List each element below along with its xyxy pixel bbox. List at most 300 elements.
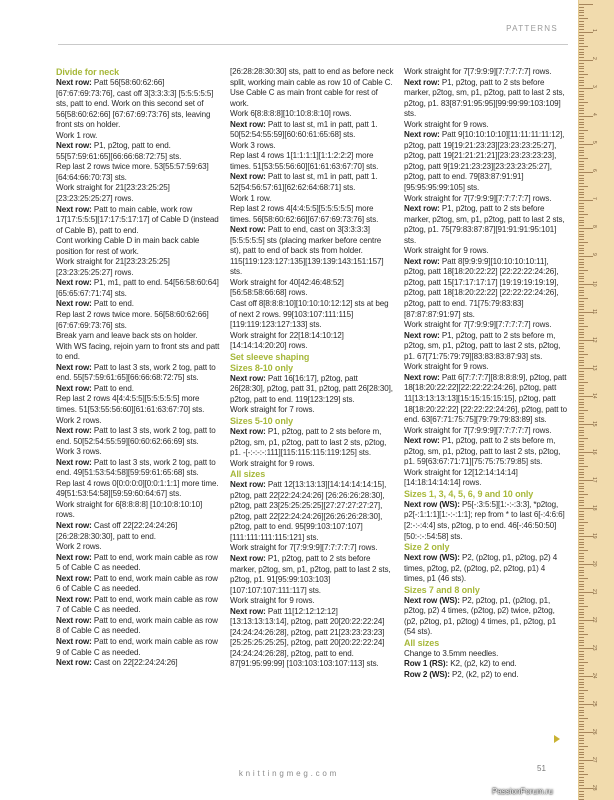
- row-label: Next row:: [230, 119, 266, 129]
- ruler-tick: [579, 726, 584, 727]
- ruler-tick: [579, 581, 584, 582]
- ruler-tick: [579, 780, 584, 781]
- row-label: Next row:: [56, 204, 92, 214]
- row-label: Next row:: [404, 204, 440, 214]
- row-label: Next row:: [230, 225, 266, 235]
- instruction-paragraph: [56, 342, 220, 363]
- ruler-tick: [579, 186, 588, 187]
- ruler-tick: [579, 404, 584, 405]
- ruler-tick: [579, 217, 584, 218]
- ruler-tick: [579, 603, 584, 604]
- instruction-text: Work straight for 12[12:14:14:14] [14:18:14:14:14] rows.: [404, 467, 518, 488]
- instruction-text: Work 2 rows.: [56, 542, 102, 552]
- ruler-tick: [579, 570, 584, 571]
- instruction-paragraph: [404, 120, 568, 131]
- instruction-text: Work 1 row.: [230, 193, 272, 203]
- ruler-tick: [579, 791, 584, 792]
- row-label: Next row:: [404, 372, 440, 382]
- instruction-text: Patt to end, work main cable as row 8 of Cable C as needed.: [56, 615, 218, 636]
- continue-arrow-icon: [554, 735, 560, 743]
- ruler-tick: [579, 158, 588, 159]
- instruction-paragraph: [56, 616, 220, 637]
- ruler-tick: [579, 670, 584, 671]
- ruler-tick: [579, 729, 584, 730]
- ruler-number: 3: [591, 85, 597, 88]
- instruction-text: Patt to end.: [91, 383, 134, 393]
- ruler-tick: [579, 673, 584, 674]
- ruler-tick: [579, 617, 584, 618]
- instruction-paragraph: [404, 362, 568, 373]
- ruler-tick: [579, 528, 584, 529]
- ruler-tick: [579, 483, 584, 484]
- instruction-paragraph: [56, 257, 220, 278]
- instruction-paragraph: [56, 658, 220, 669]
- ruler-tick: [579, 441, 584, 442]
- ruler-tick: [579, 631, 584, 632]
- instruction-paragraph: [404, 78, 568, 120]
- ruler-tick: [579, 46, 588, 47]
- instruction-paragraph: [230, 109, 394, 120]
- ruler-tick: [579, 542, 584, 543]
- instruction-text: With WS facing, rejoin yarn to front sts and patt to end.: [56, 341, 220, 362]
- ruler-number: 11: [591, 309, 597, 315]
- ruler-tick: [579, 264, 584, 265]
- instruction-paragraph: [404, 257, 568, 320]
- instruction-text: Rep last 4 rows 0[0:0:0:0][0:0:1:1:1] more time. 49[51:53:54:58][59:59:60:64:67] sts.: [56, 478, 219, 499]
- ruler-tick: [579, 724, 584, 725]
- ruler-tick: [579, 326, 588, 327]
- section-heading: All sizes: [404, 637, 440, 648]
- instruction-paragraph: [230, 427, 394, 459]
- row-label: Next row:: [56, 573, 92, 583]
- ruler-tick: [579, 147, 584, 148]
- row-label: Next row:: [56, 520, 92, 530]
- instruction-paragraph: [56, 78, 220, 131]
- ruler-tick: [579, 393, 584, 394]
- instruction-text: Work straight for 7[7:9:9:9][7:7:7:7:7] rows.: [404, 67, 552, 76]
- instruction-text: P1, p2tog, patt to end. 55[57:59:61:65][66:66:68:72:75] sts.: [56, 141, 182, 161]
- ruler-tick: [579, 735, 584, 736]
- ruler-tick: [579, 113, 584, 114]
- ruler-tick: [579, 18, 588, 19]
- ruler-tick: [579, 491, 584, 492]
- instruction-text: Work straight for 9 rows.: [230, 458, 315, 468]
- ruler-tick: [579, 102, 588, 103]
- ruler-tick: [579, 572, 584, 573]
- ruler-number: 27: [591, 757, 597, 763]
- ruler-tick: [579, 63, 584, 64]
- ruler-tick: [579, 385, 584, 386]
- ruler-number: 18: [591, 505, 597, 511]
- ruler-tick: [579, 766, 584, 767]
- ruler-tick: [579, 40, 584, 41]
- instruction-paragraph: [404, 500, 568, 542]
- ruler-tick: [579, 80, 584, 81]
- instruction-text: P1, p2tog, patt to 2 sts before m, p2tog, sm, p1, p2tog, patt to last 2 sts, p2tog, p1. 67[71:75:79:79][83:83:83:87:93] sts.: [404, 330, 561, 361]
- instruction-paragraph: [230, 204, 394, 225]
- ruler-tick: [579, 614, 584, 615]
- ruler-number: 15: [591, 421, 597, 427]
- row-label: Next row:: [404, 256, 440, 266]
- instruction-paragraph: [230, 405, 394, 416]
- ruler-tick: [579, 54, 584, 55]
- ruler-tick: [579, 144, 593, 145]
- instruction-paragraph: [404, 320, 568, 331]
- instruction-text: K2, (p2, k2) to end.: [448, 659, 517, 669]
- row-label: Next row:: [56, 552, 92, 562]
- ruler-tick: [579, 214, 588, 215]
- ruler-tick: [579, 357, 584, 358]
- ruler-tick: [579, 721, 584, 722]
- ruler-tick: [579, 469, 584, 470]
- ruler-tick: [579, 222, 584, 223]
- ruler-tick: [579, 183, 584, 184]
- instruction-text: Patt to end, work main cable as row 6 of Cable C as needed.: [56, 573, 218, 594]
- ruler-tick: [579, 637, 584, 638]
- column-2: [230, 67, 394, 681]
- instruction-text: Work straight for 7[7:9:9:9][7:7:7:7:7] rows.: [404, 193, 552, 203]
- instruction-text: Patt to end, cast on 3[3:3:3:3] [5:5:5:5:5] sts (placing marker before centre st), patt to end of back sts from holder.: [230, 225, 382, 256]
- instruction-text: P2, p2tog, p1, (p2tog, p1, p2tog, p2) 4 times, (p2tog, p2) twice, p2tog, (p2, p2tog, p1, p2tog) 4 times, p1, p2tog, p1 (54 sts).: [404, 595, 557, 637]
- instruction-text: Work straight for 7[7:9:9:9][7:7:7:7:7] rows.: [404, 320, 552, 330]
- ruler-tick: [579, 550, 588, 551]
- ruler-tick: [579, 710, 584, 711]
- ruler-tick: [579, 273, 584, 274]
- ruler-tick: [579, 108, 584, 109]
- instruction-paragraph: [56, 416, 220, 427]
- page-number: 51: [537, 764, 546, 773]
- ruler-tick: [579, 575, 584, 576]
- ruler-tick: [579, 189, 584, 190]
- ruler-tick: [579, 556, 584, 557]
- ruler-tick: [579, 665, 584, 666]
- instruction-text: Work straight for 7[7:9:9:9][7:7:7:7:7] rows.: [230, 543, 378, 553]
- ruler-tick: [579, 178, 584, 179]
- instruction-paragraph: [230, 141, 394, 152]
- instruction-paragraph: [404, 596, 568, 638]
- ruler-tick: [579, 712, 584, 713]
- ruler-tick: [579, 60, 593, 61]
- ruler-tick: [579, 785, 584, 786]
- ruler-tick: [579, 497, 584, 498]
- ruler-tick: [579, 371, 584, 372]
- ruler-tick: [579, 656, 584, 657]
- row-label: Next row:: [404, 436, 440, 446]
- ruler-tick: [579, 558, 584, 559]
- row-label: Next row:: [56, 78, 92, 87]
- instruction-text: Rep last 4 rows 1[1:1:1:1][1:1:2:2:2] more times. 51[53:55:56:60][61:61:63:67:70] sts.: [230, 151, 379, 171]
- instruction-paragraph: [56, 479, 220, 500]
- ruler-tick: [579, 715, 584, 716]
- row-label: Next row:: [56, 457, 92, 467]
- instruction-paragraph: [56, 637, 220, 658]
- ruler-tick: [579, 29, 584, 30]
- ruler-tick: [579, 432, 584, 433]
- instruction-text: Work straight for 9 rows.: [404, 119, 489, 129]
- instruction-paragraph: [404, 246, 568, 257]
- ruler-tick: [579, 276, 584, 277]
- ruler-tick: [579, 52, 584, 53]
- ruler-tick: [579, 430, 584, 431]
- ruler-tick: [579, 253, 584, 254]
- ruler-tick: [579, 85, 584, 86]
- ruler-tick: [579, 362, 584, 363]
- instruction-paragraph: [230, 151, 394, 172]
- row-label: Next row:: [230, 426, 266, 436]
- instruction-text: Cont working Cable D in main back cable position for rest of work.: [56, 236, 200, 256]
- ruler-tick: [579, 500, 584, 501]
- ruler-tick: [579, 124, 584, 125]
- row-label: Row 2 (WS):: [404, 669, 450, 679]
- instruction-paragraph: [404, 331, 568, 363]
- instruction-paragraph: [230, 299, 394, 331]
- ruler-tick: [579, 203, 584, 204]
- ruler-tick: [579, 654, 584, 655]
- instruction-paragraph: [404, 468, 568, 489]
- instruction-text: Patt 16[16:17], p2tog, patt 26[28:30], p2tog, patt 31, p2tog, patt 26[28:30], p2tog, patt to end. 119[123:129] sts.: [230, 373, 393, 404]
- instruction-text: Patt to main cable, work row 17[17:5:5:5][17:17:5:17:17] of Cable D (instead of Cable B), patt to end.: [56, 204, 219, 235]
- instruction-text: Patt to end.: [91, 299, 134, 309]
- ruler-tick: [579, 623, 584, 624]
- instruction-paragraph: [404, 67, 568, 78]
- instruction-text: Patt 56[58:60:62:66] [67:67:69:73:76], cast off 3[3:3:3:3] [5:5:5:5:5] sts, patt to end. Work on this second set of 56[58:60:62:66] [67:67:69:73:76] sts, leaving front sts on holder.: [56, 78, 214, 130]
- ruler-tick: [579, 24, 584, 25]
- ruler-number: 2: [591, 57, 597, 60]
- instruction-text: P1, p2tog, patt to 2 sts before m, p2tog, sm, p1, p2tog, patt to last 2 sts, p2tog, p1. -[-:-:-:-:111][115:115:115:119:125] sts.: [230, 426, 387, 458]
- instruction-text: Work 3 rows.: [56, 447, 102, 457]
- ruler-tick: [579, 161, 584, 162]
- ruler-tick: [579, 455, 584, 456]
- ruler-tick: [579, 516, 584, 517]
- instruction-paragraph: [230, 194, 394, 205]
- instruction-paragraph: [56, 236, 220, 257]
- ruler-tick: [579, 242, 588, 243]
- row-label: Next row (WS):: [404, 595, 460, 605]
- ruler-tick: [579, 32, 593, 33]
- ruler-tick: [579, 105, 584, 106]
- ruler-tick: [579, 68, 584, 69]
- ruler-tick: [579, 472, 584, 473]
- instruction-paragraph: [404, 204, 568, 246]
- ruler-tick: [579, 315, 584, 316]
- ruler-tick: [579, 413, 584, 414]
- ruler-tick: [579, 743, 584, 744]
- ruler-number: 19: [591, 533, 597, 539]
- ruler-tick: [579, 533, 584, 534]
- ruler-tick: [579, 141, 584, 142]
- ruler-tick: [579, 334, 584, 335]
- ruler-tick: [579, 21, 584, 22]
- instruction-text: Rep last 2 rows 4[4:4:5:5][5:5:5:5:5] more times. 51[53:55:56:60][61:61:63:67:70] sts.: [56, 394, 205, 414]
- ruler-tick: [579, 320, 584, 321]
- ruler-tick: [579, 693, 584, 694]
- ruler-tick: [579, 746, 588, 747]
- ruler-tick: [579, 295, 584, 296]
- ruler-tick: [579, 192, 584, 193]
- ruler-tick: [579, 220, 584, 221]
- instruction-text: Work 2 rows.: [56, 415, 102, 425]
- ruler-tick: [579, 228, 593, 229]
- instruction-paragraph: [404, 649, 568, 660]
- ruler-tick: [579, 659, 584, 660]
- section-heading: Divide for neck: [56, 67, 120, 77]
- instruction-paragraph: [404, 659, 568, 670]
- instruction-text: Rep last 2 rows twice more. 56[58:60:62:66][67:67:69:73:76] sts.: [56, 310, 209, 330]
- instruction-paragraph: [230, 374, 394, 406]
- section-heading: Size 2 only: [404, 542, 450, 553]
- instruction-text: Work straight for 22[18:14:10:12] [14:14:14:20:20] rows.: [230, 330, 344, 351]
- instruction-text: Patt to last 3 sts, work 2 tog, patt to end. 55[57:59:61:65][66:66:68:72:75] sts.: [56, 362, 216, 383]
- ruler-tick: [579, 698, 584, 699]
- ruler-tick: [579, 388, 584, 389]
- ruler-tick: [579, 206, 584, 207]
- ruler-number: 17: [591, 477, 597, 483]
- ruler-tick: [579, 348, 584, 349]
- ruler-tick: [579, 130, 588, 131]
- ruler-tick: [579, 466, 588, 467]
- ruler-tick: [579, 763, 584, 764]
- instruction-text: Patt to last st, m1 in patt, patt 1. 50[52:54:55:59][60:60:61:65:68] sts.: [230, 119, 378, 140]
- instruction-text: Break yarn and leave back sts on holder.: [56, 331, 198, 341]
- ruler-tick: [579, 416, 584, 417]
- ruler-tick: [579, 771, 584, 772]
- instruction-paragraph: [230, 331, 394, 352]
- ruler-tick: [579, 49, 584, 50]
- row-label: Next row:: [56, 636, 92, 646]
- ruler-tick: [579, 57, 584, 58]
- instruction-paragraph: [230, 278, 394, 299]
- ruler-tick: [579, 446, 584, 447]
- ruler-tick: [579, 749, 584, 750]
- instruction-text: Patt to last 3 sts, work 2 tog, patt to end. 50[52:54:55:59][60:60:62:66:69] sts.: [56, 426, 216, 446]
- ruler-tick: [579, 477, 584, 478]
- instruction-text: Use Cable C as main front cable for rest of work.: [230, 88, 378, 108]
- ruler-tick: [579, 701, 584, 702]
- instruction-paragraph: [56, 384, 220, 395]
- row-label: Next row:: [230, 606, 266, 616]
- instruction-paragraph: [230, 480, 394, 543]
- instruction-text: Work straight for 9 rows.: [404, 362, 489, 372]
- ruler-tick: [579, 707, 584, 708]
- ruler-tick: [579, 642, 584, 643]
- instruction-paragraph: [56, 542, 220, 553]
- ruler-tick: [579, 122, 584, 123]
- ruler-tick: [579, 133, 584, 134]
- ruler-tick: [579, 346, 584, 347]
- ruler-tick: [579, 323, 584, 324]
- watermark: PassionForum.ru: [492, 787, 553, 796]
- column-1: [56, 67, 220, 681]
- ruler-number: 28: [591, 785, 597, 791]
- instruction-paragraph: [56, 205, 220, 237]
- ruler-tick: [579, 4, 593, 5]
- ruler-tick: [579, 329, 584, 330]
- ruler-tick: [579, 460, 584, 461]
- instruction-paragraph: [56, 363, 220, 384]
- ruler-tick: [579, 645, 584, 646]
- row-label: Next row:: [56, 594, 92, 604]
- ruler-tick: [579, 169, 584, 170]
- instruction-paragraph: [230, 554, 394, 596]
- section-heading: Sizes 7 and 8 only: [404, 584, 480, 595]
- ruler-tick: [579, 332, 584, 333]
- ruler-tick: [579, 449, 584, 450]
- ruler-tick: [579, 738, 584, 739]
- instruction-paragraph: [404, 194, 568, 205]
- ruler-number: 5: [591, 141, 597, 144]
- ruler-tick: [579, 612, 584, 613]
- ruler-number: 21: [591, 589, 597, 595]
- instruction-paragraph: [56, 458, 220, 479]
- row-label: Next row:: [230, 373, 266, 383]
- ruler-tick: [579, 586, 584, 587]
- instruction-text: Patt to end, work main cable as row 7 of Cable C as needed.: [56, 594, 218, 615]
- instruction-text: Patt 6[7:7:7:7][8:8:8:8:9], p2tog, patt 18[18:20:22:22][22:22:22:24:26], p2tog, patt 11[13:13:13:13][15:15:15:15:15], p2tog, patt 18[18:20:22:22] [22:22:22:24:26], p2tog, patt to end. 63[67:71:75:75][79:79:79:83:89] sts.: [404, 372, 567, 425]
- instruction-paragraph: [404, 670, 568, 681]
- ruler-tick: [579, 234, 584, 235]
- ruler-tick: [579, 399, 584, 400]
- ruler-tick: [579, 530, 584, 531]
- ruler-tick: [579, 718, 588, 719]
- ruler-number: 8: [591, 225, 597, 228]
- instruction-text: P1, p2tog, patt to 2 sts before marker, p2tog, sm, p1, p2tog, patt to last 2 sts, p2tog, p1. 83[87:91:95:95][99:99:99:103:109] sts.: [404, 77, 565, 119]
- instruction-paragraph: [56, 299, 220, 310]
- ruler-tick: [579, 390, 584, 391]
- section-heading: Set sleeve shaping: [230, 351, 310, 362]
- measuring-ruler: [578, 0, 614, 800]
- pattern-columns: [56, 67, 568, 681]
- ruler-tick: [579, 777, 584, 778]
- instruction-text: 115[119:123:127:135][139:139:143:151:157] sts.: [230, 256, 384, 277]
- row-label: Next row:: [56, 615, 92, 625]
- ruler-tick: [579, 71, 584, 72]
- ruler-tick: [579, 606, 588, 607]
- ruler-tick: [579, 155, 584, 156]
- instruction-paragraph: [230, 459, 394, 470]
- ruler-number: 22: [591, 617, 597, 623]
- ruler-tick: [579, 166, 584, 167]
- ruler-tick: [579, 754, 584, 755]
- ruler-tick: [579, 382, 588, 383]
- ruler-tick: [579, 256, 593, 257]
- instruction-text: Patt 9[10:10:10:10][11:11:11:11:12], p2tog, patt 19[19:21:23:23][23:23:23:25:27], p2tog, patt 19[21:21:21:21][23:23:23:23:23], p2tog, patt 9[19:21:23:23][23:23:23:25:27], p2tog, patt to end. 79[83:87:91:91][95:95:95:99:105] sts.: [404, 130, 565, 193]
- ruler-tick: [579, 116, 593, 117]
- ruler-tick: [579, 231, 584, 232]
- ruler-tick: [579, 505, 584, 506]
- ruler-tick: [579, 522, 588, 523]
- ruler-tick: [579, 567, 584, 568]
- ruler-tick: [579, 418, 584, 419]
- instruction-paragraph: [404, 426, 568, 437]
- ruler-tick: [579, 267, 584, 268]
- ruler-tick: [579, 10, 584, 11]
- ruler-number: 20: [591, 561, 597, 567]
- instruction-text: Rep last 2 rows 4[4:4:5:5][5:5:5:5:5] more times. 56[58:60:62:66][67:67:69:73:76] sts.: [230, 204, 379, 224]
- instruction-paragraph: [230, 543, 394, 554]
- ruler-tick: [579, 245, 584, 246]
- instruction-text: P1, p2tog, patt to 2 sts before m, p2tog, sm, p1, p2tog, patt to last 2 sts, p2tog, p1. 59[63:67:71:71][75:75:75:79:85] sts.: [404, 436, 561, 467]
- ruler-tick: [579, 278, 584, 279]
- ruler-tick: [579, 66, 584, 67]
- instruction-paragraph: [56, 553, 220, 574]
- instruction-text: Work straight for 21[23:23:25:25] [23:23:25:25:27] rows.: [56, 257, 170, 277]
- ruler-tick: [579, 138, 584, 139]
- section-heading: Sizes 5-10 only: [230, 415, 294, 426]
- ruler-tick: [579, 768, 584, 769]
- ruler-number: 13: [591, 365, 597, 371]
- ruler-tick: [579, 354, 588, 355]
- ruler-tick: [579, 74, 588, 75]
